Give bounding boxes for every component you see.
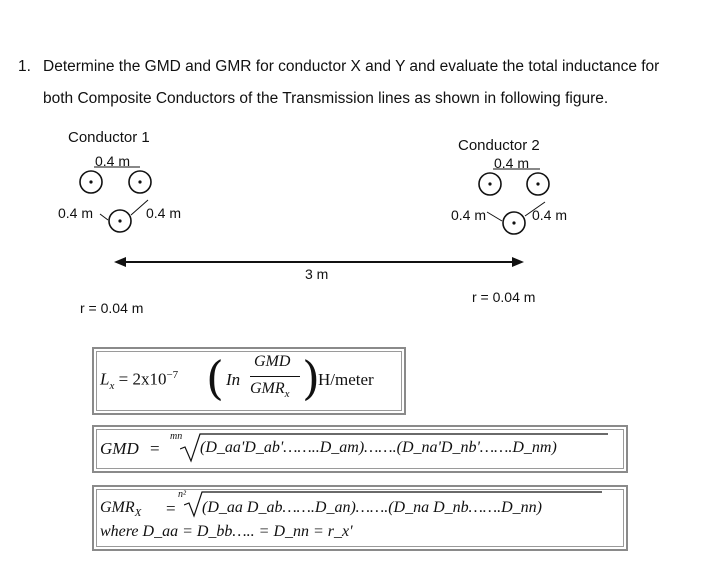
conductor-2-strands [479,169,549,234]
conductor-2-top-spacing: 0.4 m [494,155,530,171]
gmd-formula-box: GMD = mn (D_aa'D_ab'……..D_am)…….(D_na'D_nb'…….D_nm) [92,425,628,473]
ln-operator: In [226,370,241,389]
conductor-1-left-spacing: 0.4 m [58,205,94,221]
gmr-expression: (D_aa D_ab…….D_an)…….(D_na D_nb…….D_nn) [202,499,542,516]
gmd-expression: (D_aa'D_ab'……..D_am)…….(D_na'D_nb'…….D_nm) [200,439,557,456]
gmr-formula-box: $GMR_X$ = n² (D_aa D_ab…….D_an)…….(D_na D_nb…….D_nn) where D_aa = D_bb….. = D_nn = r_x' [92,485,628,551]
conductor-2-right-spacing: 0.4 m [532,207,568,223]
gmr-where-clause: where D_aa = D_bb….. = D_nn = r_x' [100,523,353,540]
fraction-bar [250,376,300,377]
conductor-1-top-spacing: 0.4 m [95,153,131,169]
conductor-1-strands [80,167,151,232]
distance-label: 3 m [305,266,329,282]
conductor-2-radius: r = 0.04 m [472,289,536,305]
inductance-lhs: L [100,369,110,389]
conductor-1-radius: r = 0.04 m [80,300,144,316]
conductor-2-left-spacing: 0.4 m [451,207,487,223]
gmr-lhs-sub: X [134,507,142,520]
conductor-2-title: Conductor 2 [458,137,540,154]
question-number: 1. [18,58,31,75]
gmr-lhs: GMR [100,499,135,516]
conductor-1-title: Conductor 1 [68,129,150,146]
question-line-1: Determine the GMD and GMR for conductor X and Y and evaluate the total inductance for [43,58,660,75]
question-line-2: both Composite Conductors of the Transmission lines as shown in following figure. [43,90,609,107]
gmr-root-index: n² [178,489,186,500]
inductance-coef: = 2x10 [114,369,167,389]
inductance-lhs-sub: x [109,380,115,393]
gmd-lhs: GMD [100,439,139,458]
inductance-exp: −7 [166,369,179,381]
inductance-formula-box [92,347,406,415]
fraction-denominator: GMR [250,380,285,397]
conductor-1-right-spacing: 0.4 m [146,205,182,221]
right-paren: ) [302,351,320,405]
left-paren: ( [206,351,224,405]
gmd-root-index: mn [170,431,183,442]
inductance-unit: H/meter [318,370,374,389]
fraction-numerator: GMD [254,353,291,370]
fraction-denominator-sub: x [284,388,290,401]
